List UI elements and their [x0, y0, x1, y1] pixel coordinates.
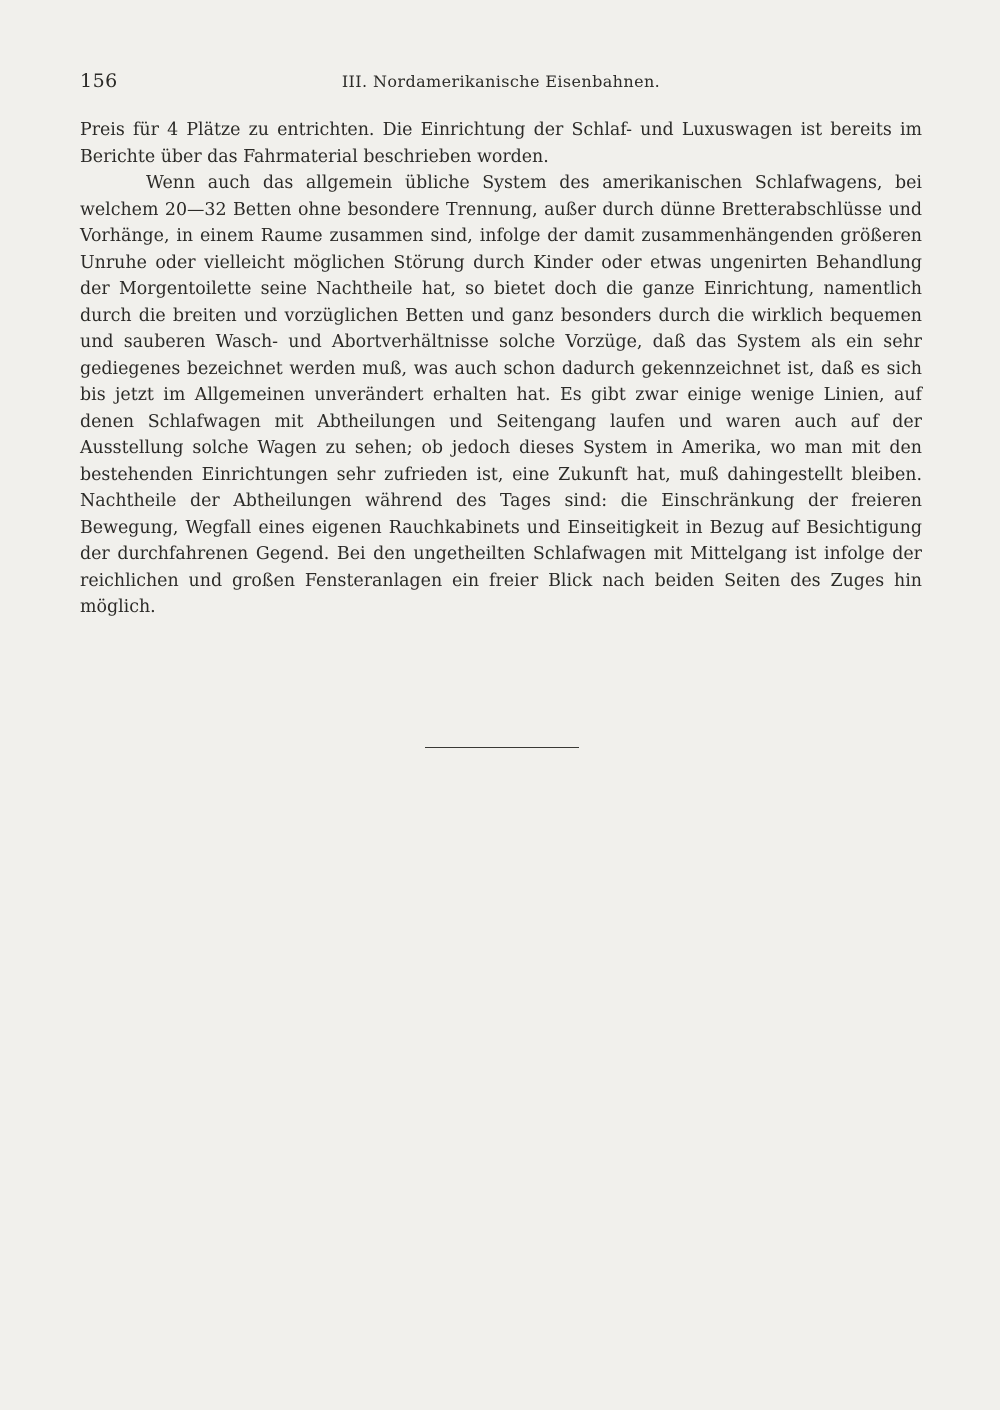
page-header [80, 70, 922, 100]
paragraph-continued: Preis für 4 Plätze zu entrichten. Die Einrichtung der Schlaf- und Luxuswagen ist bereits im Berichte über das Fahrmaterial beschrieben worden. [80, 120, 922, 167]
paragraph: Wenn auch das allgemein übliche System des amerikanischen Schlafwagens, bei welchem 20—32 Betten ohne besondere Trennung, außer durch dünne Bretterabschlüsse und Vorhänge, in einem Raume zusammen sind, infolge der damit zusammenhängenden größeren Unruhe oder vielleicht möglichen Störung durch Kinder oder etwas ungenirten Behandlung der Morgentoilette seine Nachtheile hat, so bietet doch die ganze Einrichtung, namentlich durch die breiten und vorzüglichen Betten und ganz besonders durch die wirklich bequemen und sauberen Wasch- und Abortverhältnisse solche Vorzüge, daß das System als ein sehr gediegenes bezeichnet werden muß, was auch schon dadurch gekennzeichnet ist, daß es sich bis jetzt im Allgemeinen unverändert erhalten hat. Es gibt zwar einige wenige Linien, auf denen Schlafwagen mit Abtheilungen und Seitengang laufen und waren auch auf der Ausstellung solche Wagen zu sehen; ob jedoch dieses System in Amerika, wo man mit den bestehenden Einrichtungen sehr zufrieden ist, eine Zukunft hat, muß dahingestellt bleiben. Nachtheile der Abtheilungen während des Tages sind: die Einschränkung der freieren Bewegung, Wegfall eines eigenen Rauchkabinets und Einseitigkeit in Bezug auf Besichtigung der durchfahrenen Gegend. Bei den ungetheilten Schlafwagen mit Mittelgang ist infolge der reichlichen und großen Fensteranlagen ein freier Blick nach beiden Seiten des Zuges hin möglich. [80, 173, 922, 617]
running-title: III. Nordamerikanische Eisenbahnen. [341, 72, 661, 91]
page-number: 156 [80, 70, 118, 92]
main-text [80, 117, 922, 621]
section-end-rule [425, 747, 579, 748]
